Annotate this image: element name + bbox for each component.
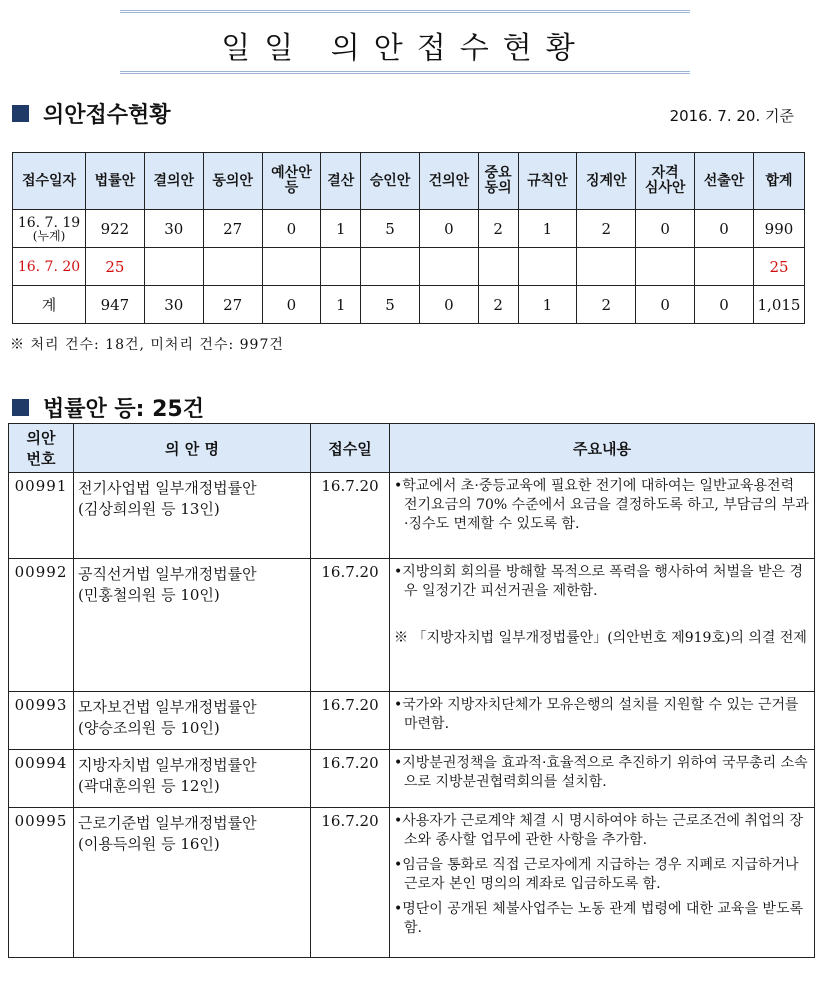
value-cell: 0 [262,286,321,324]
value-cell: 0 [695,286,754,324]
bill-name: 모자보건법 일부개정법률안 [78,698,257,716]
bill-row [9,473,815,559]
value-cell: 922 [86,210,145,248]
value-cell: 27 [203,210,262,248]
content-item: •지방분권정책을 효과적·효율적으로 추진하기 위하여 국무총리 소속으로 지방분권협력회의를 설치함. [394,755,808,790]
bill-proposer: (양승조의원 등 10인) [78,719,220,737]
bill-number: 00991 [9,473,74,559]
col-header: 선출안 [695,153,754,210]
bill-proposer: (민홍철의원 등 10인) [78,586,220,604]
value-cell: 1 [518,286,577,324]
value-cell: 5 [361,286,420,324]
date-cell: 계 [13,286,86,324]
bills-header-row [9,424,815,473]
value-cell: 25 [754,248,805,286]
col-header: 동의안 [203,153,262,210]
col-header: 법률안 [86,153,145,210]
value-cell: 2 [478,210,518,248]
processing-note: ※ 처리 건수: 18건, 미처리 건수: 997건 [10,337,284,353]
value-cell [636,248,695,286]
col-header: 접수일자 [13,153,86,210]
section-heading-receipt [12,98,171,129]
col-header-date: 접수일 [311,424,390,473]
value-cell: 947 [86,286,145,324]
value-cell: 1 [321,286,361,324]
value-cell [262,248,321,286]
value-cell [361,248,420,286]
section-heading-bills [12,392,204,423]
value-cell: 0 [419,210,478,248]
value-cell [144,248,203,286]
bill-name-cell [74,473,311,559]
col-header: 중요 동의 [478,153,518,210]
col-header-no: 의안 번호 [9,424,74,473]
bill-name-cell [74,750,311,808]
col-header: 결의안 [144,153,203,210]
content-item: •사용자가 근로계약 체결 시 명시하여야 하는 근로조건에 취업의 장소와 종사할 업무에 관한 사항을 추가함. [394,813,804,848]
bill-content [390,750,815,808]
value-cell: 1 [518,210,577,248]
col-header: 징계안 [577,153,636,210]
value-cell: 990 [754,210,805,248]
bill-date: 16.7.20 [311,750,390,808]
col-header-content: 주요내용 [390,424,815,473]
bill-name: 공직선거법 일부개정법률안 [78,565,257,583]
value-cell: 1,015 [754,286,805,324]
value-cell: 0 [695,210,754,248]
bill-row [9,808,815,958]
col-header: 승인안 [361,153,420,210]
square-bullet-icon [12,399,29,416]
value-cell: 0 [419,286,478,324]
bill-content [390,692,815,750]
bill-row [9,750,815,808]
bill-date: 16.7.20 [311,473,390,559]
bill-name-cell [74,808,311,958]
bill-number: 00995 [9,808,74,958]
content-item: •학교에서 초·중등교육에 필요한 전기에 대하여는 일반교육용전력 전기요금의 70% 수준에서 요금을 결정하도록 하고, 부담금의 부과·징수도 면제할 수 있도록 함. [394,478,809,532]
bill-content [390,808,815,958]
value-cell [203,248,262,286]
square-bullet-icon [12,105,29,122]
value-cell [419,248,478,286]
value-cell: 1 [321,210,361,248]
value-cell: 30 [144,210,203,248]
value-cell: 0 [636,210,695,248]
value-cell: 2 [577,210,636,248]
content-item: •임금을 통화로 직접 근로자에게 지급하는 경우 지폐로 지급하거나 근로자 본인 명의의 계좌로 입금하도록 함. [394,857,799,892]
col-header: 예산안 등 [262,153,321,210]
value-cell: 0 [262,210,321,248]
summary-row-cumulative [13,210,805,248]
bill-proposer: (김상희의원 등 13인) [78,500,220,518]
summary-row-today [13,248,805,286]
value-cell: 2 [577,286,636,324]
section-heading-text: 의안접수현황 [43,103,171,128]
bill-number: 00993 [9,692,74,750]
bill-number: 00994 [9,750,74,808]
col-header: 자격 심사안 [636,153,695,210]
value-cell [518,248,577,286]
bills-table [8,423,815,958]
summary-header-row [13,153,805,210]
value-cell [321,248,361,286]
bill-content [390,473,815,559]
page-title: 일일 의안접수현황 [221,31,589,66]
bill-date: 16.7.20 [311,559,390,692]
bill-content [390,559,815,692]
summary-table [12,152,805,324]
col-header: 결산 [321,153,361,210]
bill-name-cell [74,559,311,692]
title-banner [120,10,690,74]
value-cell [478,248,518,286]
bill-row [9,559,815,692]
value-cell: 5 [361,210,420,248]
bill-number: 00992 [9,559,74,692]
bill-name-cell [74,692,311,750]
value-cell: 2 [478,286,518,324]
col-header: 건의안 [419,153,478,210]
content-item: •지방의회 회의를 방해할 목적으로 폭력을 행사하여 처벌을 받은 경우 일정기간 피선거권을 제한함. [394,564,804,599]
bill-proposer: (곽대훈의원 등 12인) [78,777,220,795]
content-item: •명단이 공개된 체불사업주는 노동 관계 법령에 대한 교육을 받도록 함. [394,901,804,936]
col-header: 규칙안 [518,153,577,210]
value-cell: 27 [203,286,262,324]
content-item: ※ 「지방자치법 일부개정법률안」(의안번호 제919호)의 의결 전제 [394,630,807,646]
value-cell: 25 [86,248,145,286]
col-header: 합계 [754,153,805,210]
content-item: •국가와 지방자치단체가 모유은행의 설치를 지원할 수 있는 근거를 마련함. [394,697,799,732]
bill-name: 지방자치법 일부개정법률안 [78,756,257,774]
bill-name: 근로기준법 일부개정법률안 [78,814,257,832]
bill-row [9,692,815,750]
bill-proposer: (이용득의원 등 16인) [78,835,220,853]
value-cell [695,248,754,286]
reference-date: 2016. 7. 20. 기준 [669,107,794,125]
value-cell [577,248,636,286]
bill-name: 전기사업법 일부개정법률안 [78,479,257,497]
col-header-name: 의 안 명 [74,424,311,473]
date-cell: 16. 7. 19 (누계) [13,210,86,248]
bill-date: 16.7.20 [311,692,390,750]
section-heading-text: 법률안 등: 25건 [43,397,204,422]
date-cell: 16. 7. 20 [13,248,86,286]
value-cell: 0 [636,286,695,324]
summary-row-total [13,286,805,324]
bill-date: 16.7.20 [311,808,390,958]
value-cell: 30 [144,286,203,324]
